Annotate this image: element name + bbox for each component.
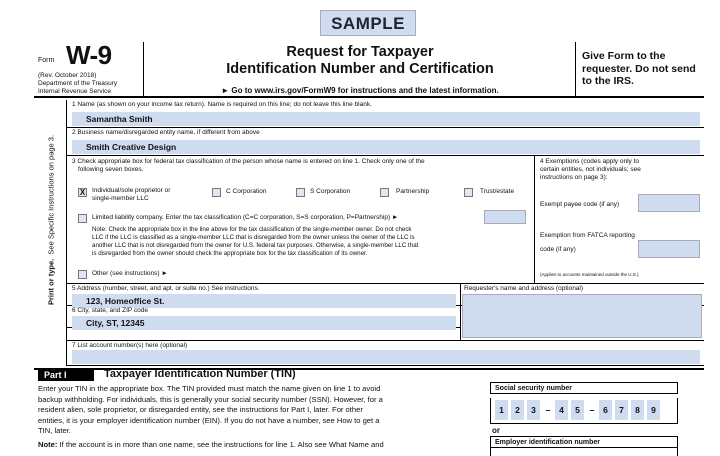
account-number-field[interactable] [72,350,700,364]
part1-note-label: Note: [38,440,58,449]
llc-checkbox[interactable] [78,214,87,223]
ssn-digit: 8 [631,400,644,420]
ssn-digit: 5 [571,400,584,420]
ssn-digit: 7 [615,400,628,420]
fatca-label-1: Exemption from FATCA reporting [540,232,635,239]
line7-row [66,340,704,366]
line2-row [66,128,704,156]
line1-row [66,100,704,128]
line6-row [66,306,460,328]
other-checkbox[interactable] [78,270,87,279]
line5-label: 5 Address (number, street, and apt. or suite no.) See instructions. [72,285,260,292]
ssn-digit: 1 [495,400,508,420]
part1-p4: entities, it is your employer identification number (EIN). If you do not have a number, see How to get a [38,415,380,425]
partnership-label: Partnership [396,188,430,195]
s-corp-label: S Corporation [310,188,351,195]
part1-note-text: If the account is in more than one name, see the instructions for line 1. Also see What Name and [57,440,384,449]
revision-date: (Rev. October 2018) [38,72,97,79]
llc-note-4: is disregarded from the owner should check the appropriate box for the tax classification of its owner. [92,250,368,257]
exemptions-label-3: instructions on page 3): [540,174,608,181]
fatca-label [540,232,635,254]
c-corp-label: C Corporation [226,188,267,195]
individual-label-1: Individual/sole proprietor or [92,187,171,194]
form-name: W-9 [66,40,112,70]
ssn-digit: 9 [647,400,660,420]
form-title-line2: Identification Number and Certification [226,61,494,77]
exemptions-label-1: 4 Exemptions (codes apply only to [540,158,639,165]
fatca-label-2: code (if any) [540,246,576,253]
exempt-payee-label: Exempt payee code (if any) [540,201,620,208]
instructions-link-text: ► Go to www.irs.gov/FormW9 for instructions and the latest information. [221,86,499,95]
sample-banner: SAMPLE [320,10,416,36]
form-title [150,44,570,78]
address-field[interactable]: 123, Homeoffice St. [72,294,456,308]
ein-field[interactable] [490,448,678,456]
exempt-payee-field[interactable] [638,194,700,212]
or-label: or [492,426,500,435]
ssn-field[interactable] [490,398,678,424]
part1-p2: backup withholding. For individuals, this is generally your social security number (SSN). However, for a [38,394,383,404]
fatca-field[interactable] [638,240,700,258]
agency: Internal Revenue Service [38,88,111,95]
city-field[interactable]: City, ST, 12345 [72,316,456,330]
partnership-checkbox[interactable] [380,188,389,197]
part1-p1: Enter your TIN in the appropriate box. The TIN provided must match the name given on line 1 to avoid [38,384,381,393]
exemptions-label-2: certain entities, not individuals; see [540,166,641,173]
side-see: See Specific Instructions on page 3. [46,134,56,255]
requester-field[interactable] [462,294,702,338]
other-label: Other (see instructions) ► [92,270,168,277]
ssn-digit: 4 [555,400,568,420]
llc-classification-field[interactable] [484,210,526,224]
department: Department of the Treasury [38,80,118,87]
ssn-digit: 2 [511,400,524,420]
ssn-digit: 3 [527,400,540,420]
business-name-field[interactable]: Smith Creative Design [72,140,700,154]
llc-note [92,226,418,258]
ssn-label: Social security number [490,382,678,394]
give-form-note: Give Form to the requester. Do not send to the IRS. [582,50,696,87]
trust-label: Trust/estate [480,188,515,195]
llc-label: Limited liability company. Enter the tax classification (C=C corporation, S=S corporation, P=Partnership) ► [92,214,399,221]
ssn-digit: 6 [599,400,612,420]
header-divider-right [575,42,576,98]
form-title-line1: Request for Taxpayer [286,44,434,60]
ssn-dash: – [545,405,551,415]
ein-label: Employer identification number [490,436,678,448]
revision-info [38,72,148,96]
line3-label-b: following seven boxes. [78,166,144,173]
form-label: Form [38,57,55,64]
s-corp-checkbox[interactable] [296,188,305,197]
side-print: Print or type. [46,258,56,306]
line7-label: 7 List account number(s) here (optional) [72,342,188,349]
line2-label: 2 Business name/disregarded entity name, if different from above [72,129,260,136]
header-divider-left [143,42,144,98]
part1-instructions [38,384,478,437]
fatca-applies: (Applies to accounts maintained outside the U.S.) [540,272,639,277]
side-instructions-text [47,135,56,305]
trust-checkbox[interactable] [464,188,473,197]
exemptions-label [540,158,641,182]
line6-label: 6 City, state, and ZIP code [72,307,148,314]
part1-p5: TIN, later. [38,426,71,435]
line3-row [66,156,704,284]
part1-title: Taxpayer Identification Number (TIN) [104,368,296,380]
part1-note [38,440,478,451]
exemptions-divider [534,156,535,284]
individual-label-2: single-member LLC [92,195,149,202]
line1-label: 1 Name (as shown on your income tax return). Name is required on this line; do not leave this line blank. [72,101,372,108]
name-field[interactable]: Samantha Smith [72,112,700,126]
llc-note-3: another LLC that is not disregarded from the owner for U.S. federal tax purposes. Otherwise, a single-member LLC that [92,242,419,249]
requester-label: Requester's name and address (optional) [464,285,584,292]
requester-divider [460,284,461,340]
individual-option [92,187,170,203]
line3-label-a: 3 Check appropriate box for federal tax classification of the person whose name is entered on line 1. Check only one of the [72,158,425,165]
part1-tag: Part I [38,369,94,381]
llc-note-2: LLC if the LLC is classified as a single-member LLC that is disregarded from the owner unless the owner of the LLC is [92,234,415,241]
ssn-dash: – [589,405,595,415]
c-corp-checkbox[interactable] [212,188,221,197]
part1-p3: resident alien, sole proprietor, or disregarded entity, see the instructions for Part I, later. For other [38,405,363,414]
individual-checkbox[interactable]: X [79,188,86,197]
side-instructions [36,100,66,340]
llc-note-1: Note: Check the appropriate box in the line above for the tax classification of the single-member owner. Do not check [92,226,412,233]
